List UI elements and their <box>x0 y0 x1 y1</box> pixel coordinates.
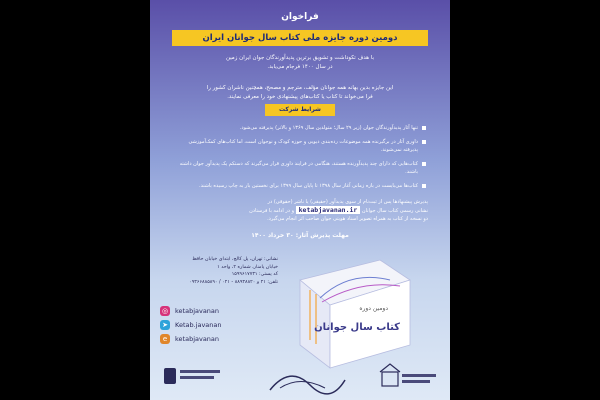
eitaa-handle: ketabjavanan <box>175 335 220 343</box>
condition-text: تنها آثار پدیدآورندگان جوان (زیر ۲۹ سال؛ متولدین سال ۱۳۶۹ و بالاتر) پذیرفته می‌شود. <box>239 125 418 131</box>
condition-text: کتاب‌ها می‌بایست در بازه زمانی آغاز سال ۱۳۹۸ تا پایان سال ۱۳۹۹ برای نخستین بار به چاپ رسیده باشند. <box>199 183 418 189</box>
condition-text: کتاب‌هایی که دارای چند پدیدآورنده هستند، هنگامی در فرایند داوری قرار می‌گیرند که دستکم یک پدیدآور جوان داشته باشند. <box>179 161 418 175</box>
social-row-eitaa[interactable] <box>160 334 222 344</box>
poster <box>150 0 450 400</box>
submit-line-3: و در ادامه با فرستادن <box>249 208 295 214</box>
call-label: فراخوان <box>281 12 319 22</box>
deadline: مهلت پذیرش آثار: ۳۰ خرداد ۱۴۰۰ <box>251 232 349 239</box>
condition-item <box>174 124 426 132</box>
address-block <box>158 256 278 286</box>
intro-text-2 <box>180 84 420 102</box>
calligraphy-logo-icon <box>270 376 345 394</box>
bullet-icon <box>422 140 426 144</box>
instagram-handle: ketabjavanan <box>175 307 220 315</box>
telegram-handle: Ketab.javanan <box>175 321 222 329</box>
intro2-line-2: فرا می‌خواند تا کتاب یا کتاب‌های پیشنهادی خود را معرفی نمایند. <box>227 94 373 100</box>
social-row-instagram[interactable] <box>160 306 222 316</box>
cube-small-text: دومین دوره <box>359 305 388 312</box>
condition-item <box>174 160 426 176</box>
instagram-icon: ◎ <box>161 307 169 315</box>
condition-item <box>174 138 426 154</box>
submit-line-4: دو نسخه از کتاب به همراه تصویر اسناد هویتی جوان صاحب اثر انجام می‌گیرد. <box>267 216 428 222</box>
ministry-emblem-icon <box>164 368 220 384</box>
intro2-line-1: این جایزه بدین بهانه همه جوانان مؤلف، مترجم و مصحح، همچنین ناشران کشور را <box>206 85 394 91</box>
submit-line-1: پذیرش پیشنهادها پس از ثبت‌نام از سوی پدیدآور (حقیقی) یا ناشر (حقوقی) در <box>267 199 428 205</box>
bullet-icon <box>422 162 426 166</box>
website-link[interactable]: ketabjavanan.ir <box>296 206 361 214</box>
address-line-1: نشانی: تهران، پل کالج، ابتدای خیابان حافظ <box>192 257 278 262</box>
intro-text <box>180 54 420 72</box>
sponsor-logos <box>150 360 450 400</box>
submission-text <box>172 198 428 223</box>
title-banner: دومین دوره جایزه ملی کتاب سال جوانان ایران <box>172 30 428 46</box>
address-line-4: تلفن: ۲۱ و ۸۸۹۳۸۸۲۰ - ۰۲۱ / ۰۹۳۶۶۸۸۵۸۹۰ <box>189 279 278 285</box>
conditions-label: شرایط شرکت <box>265 104 335 116</box>
address-line-2: خیابان پامنار، شماره ۲، واحد ۱ <box>217 264 278 270</box>
eitaa-icon: e <box>160 334 170 344</box>
conditions-list <box>174 124 426 196</box>
book-cube-illustration <box>270 250 420 370</box>
submit-line-2: نشانی رسمی کتاب سال جوانان <box>361 208 428 214</box>
bullet-icon <box>422 184 426 188</box>
condition-text: داوری آثار در برگیرنده همه موضوعات رده‌بندی دیویی و حوزه کودک و نوجوان است، اما کتاب‌های کمک‌آموزشی پذیرفته نمی‌شوند. <box>188 139 418 153</box>
intro-line-2: در سال ۱۴۰۰ فرجام می‌یابد. <box>267 64 333 70</box>
telegram-icon: ➤ <box>160 320 170 330</box>
social-links <box>160 306 222 348</box>
submit-line-2-row <box>172 206 428 215</box>
book-house-logo-icon <box>380 364 436 386</box>
address-line-3: کد پستی: ۱۵۹۹۶۱۷۷۳۱ <box>231 272 278 277</box>
intro-line-1: با هدف تکوداشت و تشویق برترین پدیدآورندگان جوان ایران زمین <box>225 55 375 61</box>
bullet-icon <box>422 126 426 130</box>
social-row-telegram[interactable] <box>160 320 222 330</box>
condition-item <box>174 182 426 190</box>
cube-large-text: کتاب سال جوانان <box>314 322 400 333</box>
